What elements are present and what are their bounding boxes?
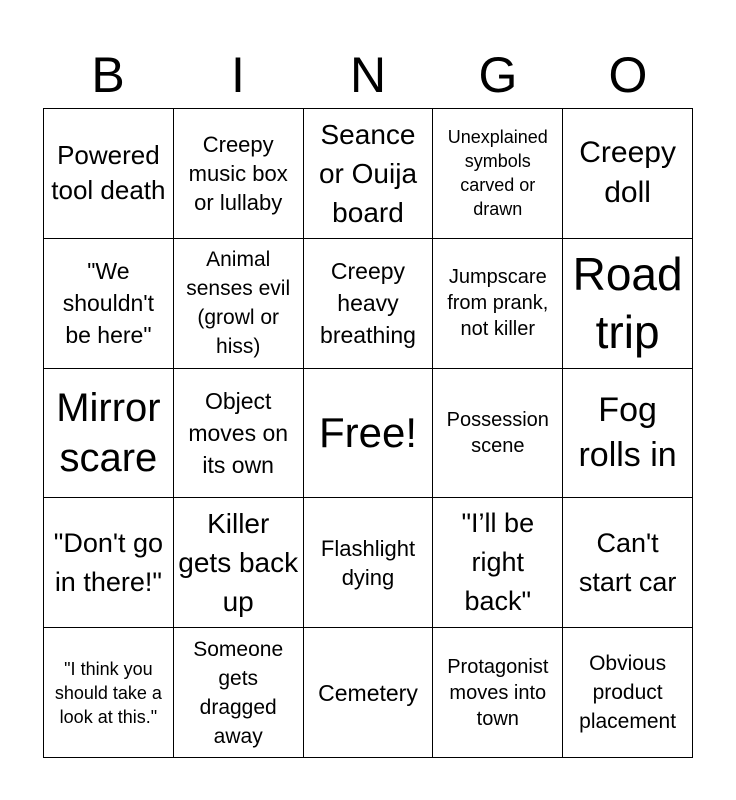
bingo-cell[interactable]	[563, 109, 693, 239]
bingo-cell[interactable]	[433, 628, 563, 758]
bingo-cell[interactable]	[304, 109, 434, 239]
bingo-cell[interactable]	[174, 628, 304, 758]
cell-text: "I think you should take a look at this."	[54, 658, 162, 727]
cell-text: Mirror scare	[56, 385, 161, 480]
cell-text: Creepy music box or lullaby	[188, 131, 288, 215]
header-letter-i: I	[231, 47, 245, 103]
bingo-cell[interactable]	[174, 369, 304, 499]
cell-text: Fog rolls in	[578, 390, 677, 474]
bingo-cell[interactable]	[563, 239, 693, 369]
bingo-cell[interactable]	[304, 498, 434, 628]
cell-text: Killer gets back up	[178, 508, 299, 618]
bingo-cell[interactable]	[44, 369, 174, 499]
bingo-cell[interactable]	[44, 498, 174, 628]
cell-text: Obvious product placement	[579, 652, 677, 734]
bingo-board	[43, 108, 693, 758]
bingo-cell[interactable]	[174, 498, 304, 628]
cell-text: "I’ll be right back"	[461, 508, 535, 617]
bingo-cell[interactable]	[44, 239, 174, 369]
bingo-cell[interactable]	[304, 239, 434, 369]
header-letter-o: O	[608, 47, 648, 103]
cell-text: Road trip	[572, 248, 683, 359]
bingo-cell[interactable]	[563, 498, 693, 628]
header-letter-n: N	[349, 47, 387, 103]
header-letter-g: G	[478, 47, 518, 103]
cell-text: Object moves on its own	[188, 387, 289, 478]
cell-text: Cemetery	[318, 679, 418, 706]
cell-text: Jumpscare from prank, not killer	[447, 266, 549, 341]
cell-text: Creepy heavy breathing	[320, 258, 416, 349]
bingo-cell[interactable]	[174, 109, 304, 239]
bingo-cell[interactable]	[433, 239, 563, 369]
cell-text: Can't start car	[578, 527, 677, 597]
bingo-cell[interactable]	[433, 369, 563, 499]
cell-text: Seance or Ouija board	[318, 118, 418, 228]
bingo-cell[interactable]	[44, 628, 174, 758]
cell-text: Unexplained symbols carved or drawn	[447, 127, 548, 220]
cell-text: Protagonist moves into town	[447, 655, 549, 730]
bingo-cell[interactable]	[174, 239, 304, 369]
bingo-cell[interactable]	[563, 628, 693, 758]
bingo-cell[interactable]	[433, 109, 563, 239]
cell-text: Powered tool death	[51, 140, 166, 206]
cell-text: "We shouldn't be here"	[62, 258, 155, 349]
cell-text: "Don't go in there!"	[53, 527, 164, 597]
bingo-cell[interactable]	[304, 628, 434, 758]
header-letter-b: B	[91, 47, 125, 103]
bingo-cell[interactable]	[563, 369, 693, 499]
bingo-cell[interactable]	[44, 109, 174, 239]
cell-text: Flashlight dying	[320, 535, 416, 590]
bingo-cell[interactable]	[433, 498, 563, 628]
cell-text: Someone gets dragged away	[193, 637, 284, 748]
cell-text: Animal senses evil (growl or hiss)	[186, 248, 291, 359]
free-space[interactable]	[304, 369, 434, 499]
cell-text: Free!	[318, 408, 417, 456]
cell-text: Possession scene	[446, 408, 549, 457]
bingo-header	[43, 42, 693, 108]
cell-text: Creepy doll	[579, 136, 676, 210]
